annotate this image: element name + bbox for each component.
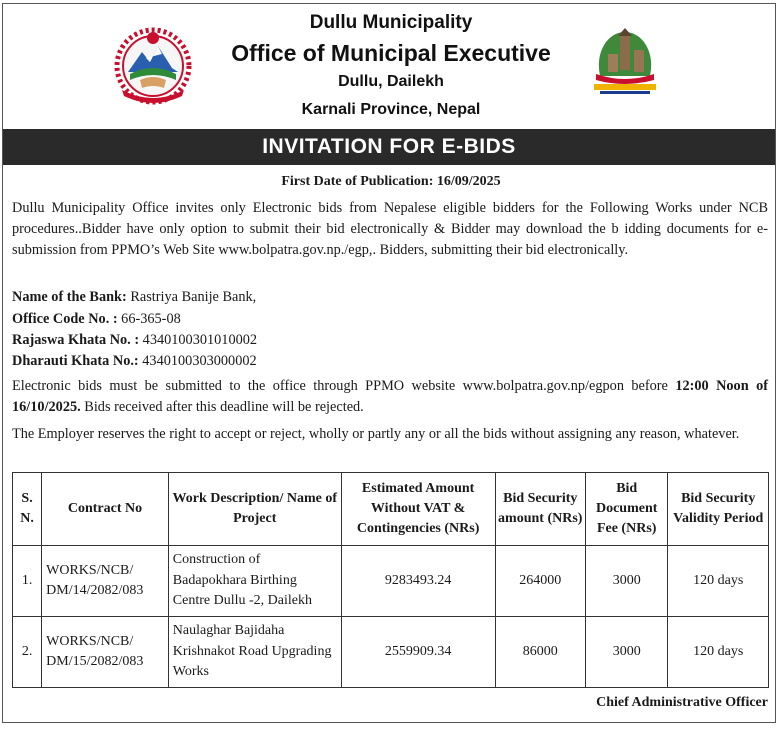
- rajaswa-khata-value: 4340100301010002: [139, 332, 258, 348]
- bank-name-line: [12, 287, 256, 308]
- cell-validity-period: 120 days: [668, 617, 769, 688]
- deadline-text-after: Bids received after this deadline will be rejected.: [80, 399, 364, 415]
- header-sn: S. N.: [13, 473, 42, 546]
- table-header-row: [13, 473, 769, 546]
- cell-document-fee: 3000: [585, 546, 667, 617]
- cell-bid-security: 264000: [495, 546, 585, 617]
- dharauti-khata-line: [12, 351, 257, 372]
- office-location: Dullu, Dailekh: [338, 73, 444, 90]
- cell-sn: 1.: [13, 546, 42, 617]
- cell-work-description: Construction of Badapokhara Birthing Centre Dullu -2, Dailekh: [168, 546, 341, 617]
- cell-validity-period: 120 days: [668, 546, 769, 617]
- title-banner: INVITATION FOR E-BIDS: [3, 129, 775, 165]
- table-row: [13, 617, 769, 688]
- header-document-fee: Bid Document Fee (NRs): [585, 473, 667, 546]
- bank-name-value: Rastriya Banije Bank,: [126, 289, 257, 305]
- cell-estimated-amount: 9283493.24: [341, 546, 495, 617]
- office-code-line: [12, 309, 181, 330]
- intro-paragraph: Dullu Municipality Office invites only Electronic bids from Nepalese eligible bidders for the Following Works under NCB procedures..Bidder have only option to submit their bid electronically & Bidder may download the b idding documents for e-submission from PPMO’s Web Site www.bolpatra.gov.np./egp,. Bidders, submitting their bid electronically.: [12, 200, 768, 258]
- header-bid-security: Bid Security amount (NRs): [495, 473, 585, 546]
- cell-estimated-amount: 2559909.34: [341, 617, 495, 688]
- bank-name-label: Name of the Bank:: [12, 289, 127, 305]
- header-estimated-amount: Estimated Amount Without VAT & Contingencies (NRs): [341, 473, 495, 546]
- rajaswa-khata-line: [12, 330, 257, 351]
- deadline-paragraph: [12, 376, 768, 418]
- signatory-title: Chief Administrative Officer: [596, 695, 768, 710]
- bids-table: [12, 472, 769, 688]
- header-work-description: Work Description/ Name of Project: [168, 473, 341, 546]
- header-contract-no: Contract No: [42, 473, 169, 546]
- cell-contract-no: WORKS/NCB/ DM/14/2082/083: [42, 546, 169, 617]
- cell-sn: 2.: [13, 617, 42, 688]
- employer-rights-paragraph: The Employer reserves the right to accept or reject, wholly or partly any or all the bids without assigning any reason, whatever.: [12, 426, 740, 442]
- municipality-logo-icon: [590, 26, 660, 98]
- letterhead: [0, 0, 782, 128]
- dharauti-khata-label: Dharauti Khata No.:: [12, 353, 139, 369]
- municipality-name: Dullu Municipality: [309, 12, 473, 33]
- deadline-datetime: 12:00 Noon of 16/10/2025.: [12, 378, 768, 415]
- cell-bid-security: 86000: [495, 617, 585, 688]
- cell-contract-no: WORKS/NCB/ DM/15/2082/083: [42, 617, 169, 688]
- publication-date: First Date of Publication: 16/09/2025: [281, 174, 501, 189]
- province-name: Karnali Province, Nepal: [301, 101, 481, 118]
- cell-document-fee: 3000: [585, 617, 667, 688]
- office-name: Office of Municipal Executive: [231, 40, 551, 66]
- deadline-text-before: Electronic bids must be submitted to the office through PPMO website www.bolpatra.gov.np/egpon before: [12, 378, 676, 394]
- rajaswa-khata-label: Rajaswa Khata No. :: [12, 332, 140, 348]
- office-code-value: 66-365-08: [117, 311, 181, 327]
- office-code-label: Office Code No. :: [12, 311, 118, 327]
- cell-work-description: Naulaghar Bajidaha Krishnakot Road Upgrading Works: [168, 617, 341, 688]
- dharauti-khata-value: 4340100303000002: [138, 353, 257, 369]
- header-validity-period: Bid Security Validity Period: [668, 473, 769, 546]
- table-row: [13, 546, 769, 617]
